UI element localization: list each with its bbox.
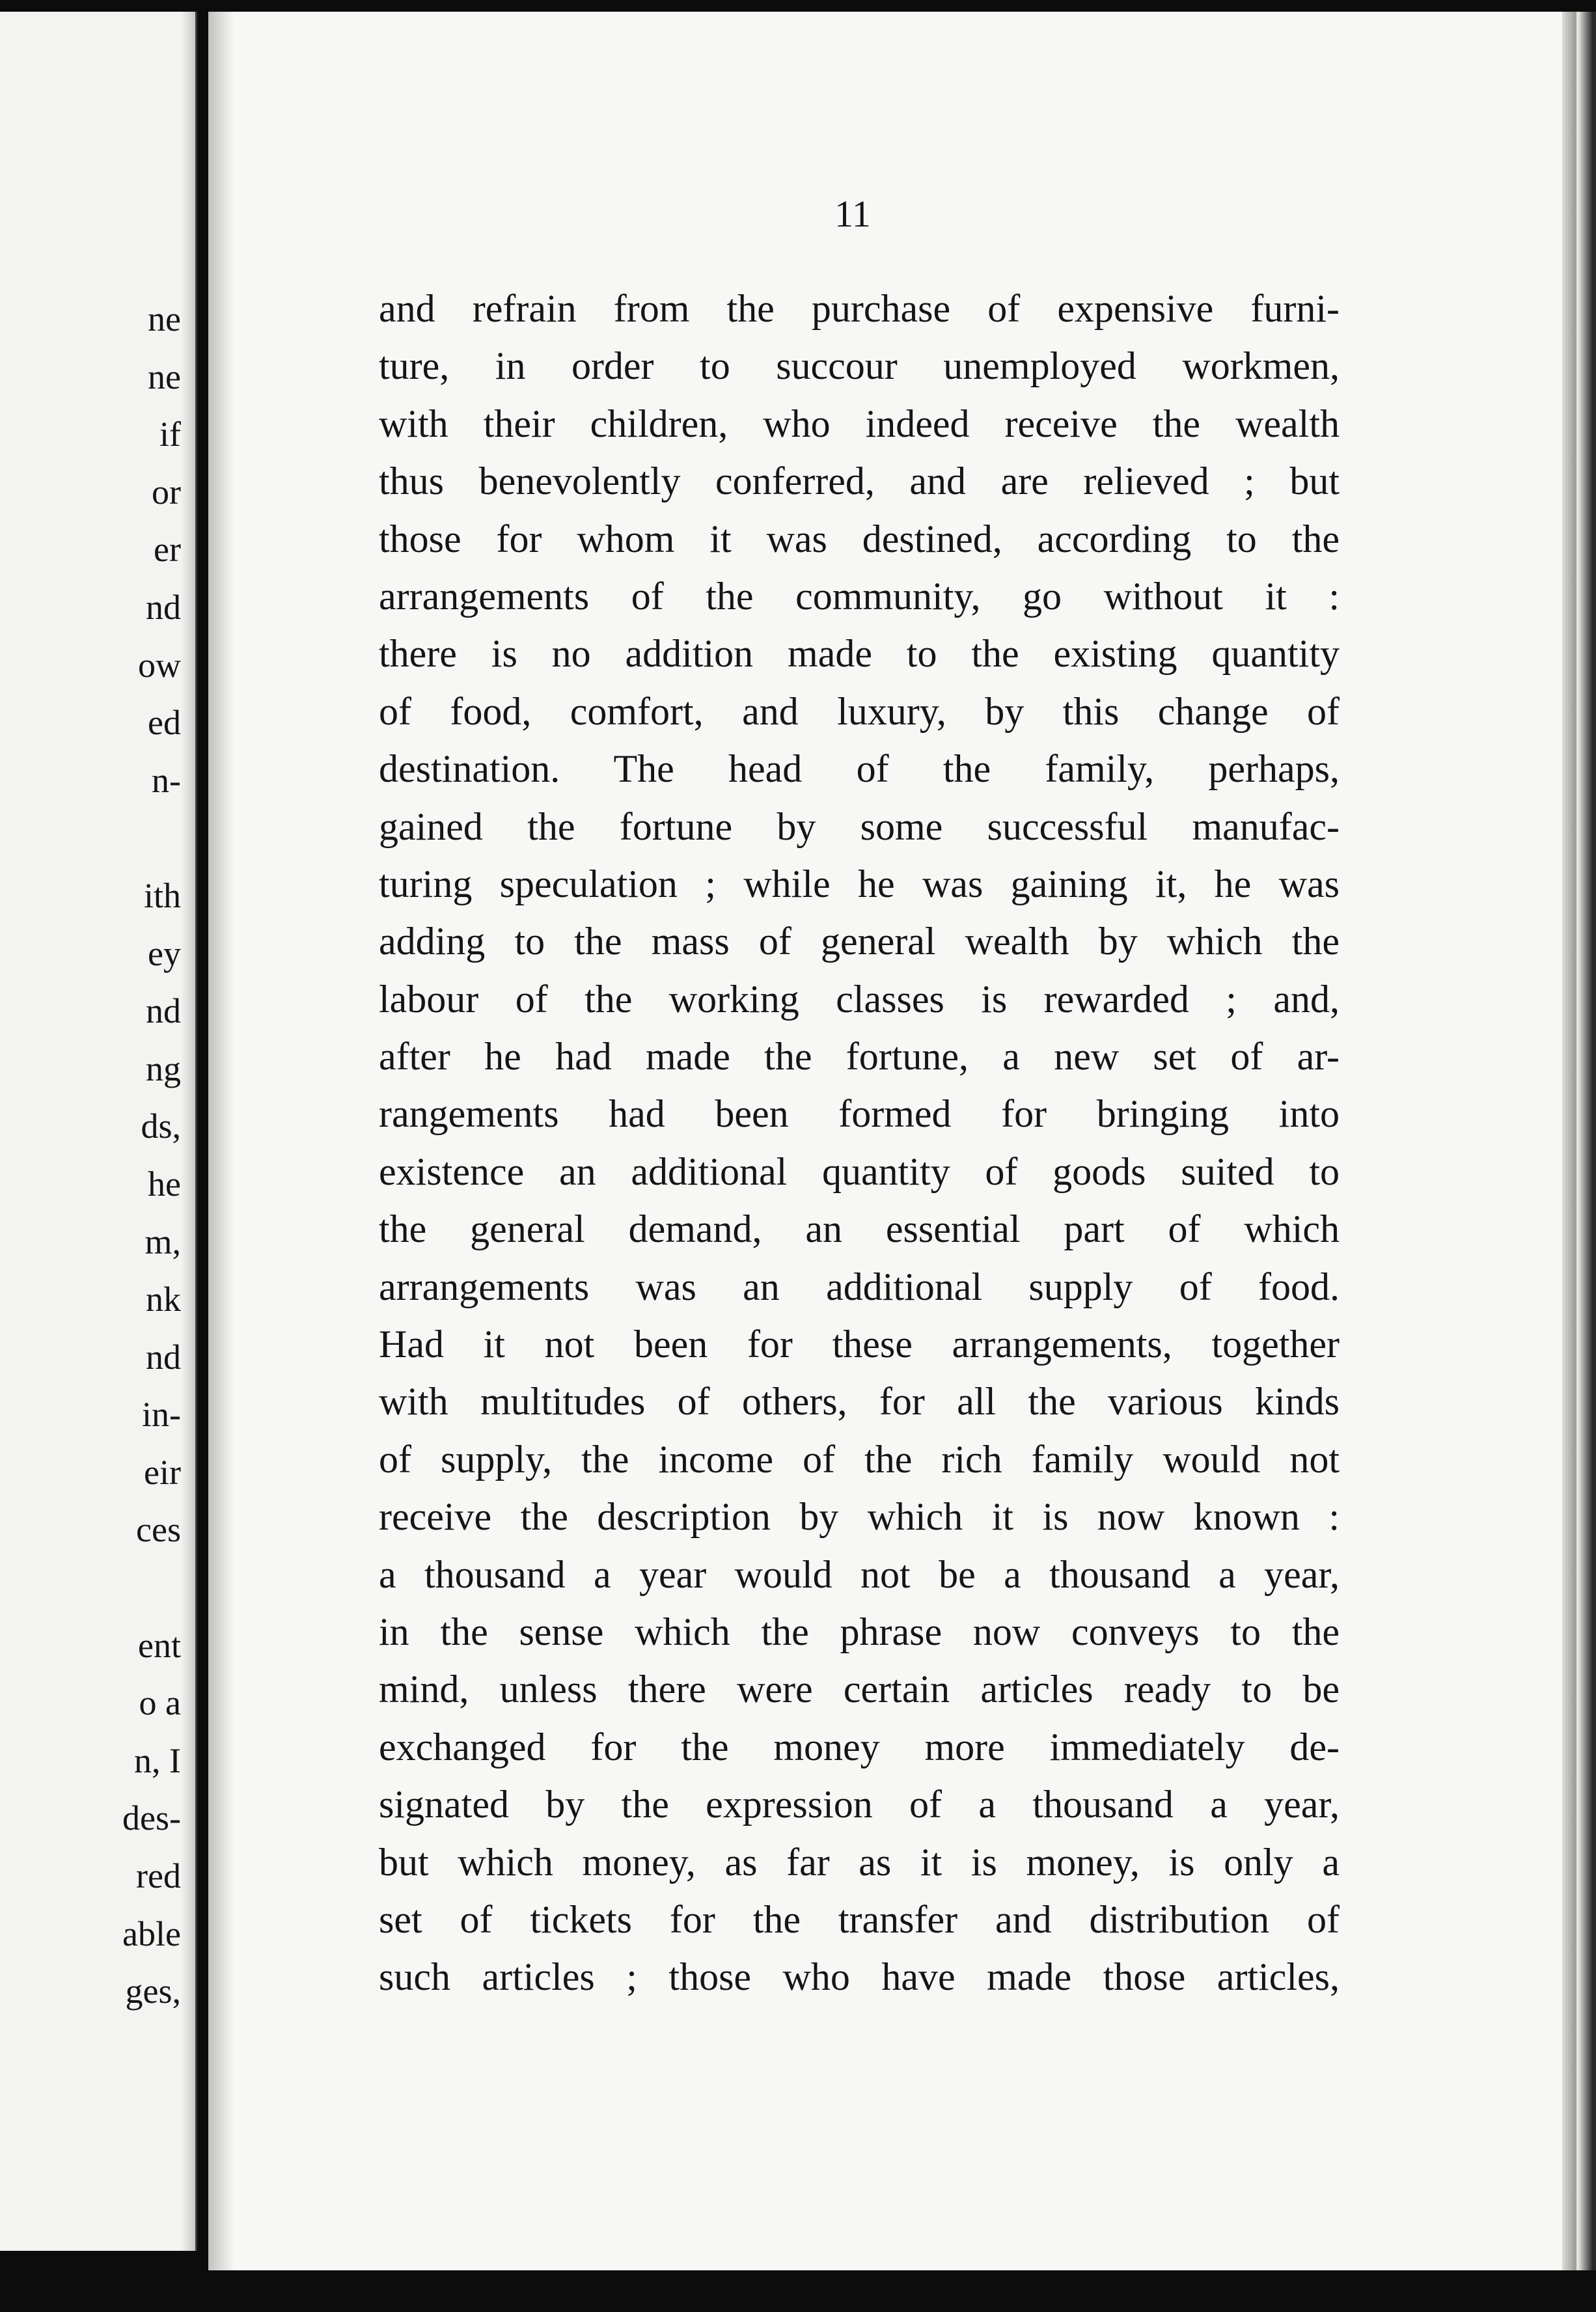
text-line: arrangements was an additional supply of food. bbox=[379, 1265, 1340, 1308]
left-fragment-line: ith bbox=[143, 875, 181, 915]
left-fragment-line: ed bbox=[148, 703, 181, 743]
left-page bbox=[0, 12, 197, 2251]
text-line: receive the description by which it is now known : bbox=[379, 1495, 1340, 1539]
left-fragment-line: o a bbox=[139, 1683, 181, 1723]
page-edge bbox=[1562, 12, 1596, 2270]
text-line: set of tickets for the transfer and distribution of bbox=[379, 1897, 1340, 1941]
left-fragment-line: in- bbox=[142, 1395, 181, 1435]
left-fragment-line: ds, bbox=[141, 1107, 181, 1146]
left-fragment-line: er bbox=[154, 530, 181, 570]
text-line: with multitudes of others, for all the various kinds bbox=[379, 1380, 1340, 1424]
left-fragment-line: ces bbox=[136, 1510, 181, 1550]
page-number: 11 bbox=[834, 193, 871, 235]
left-fragment-line: ne bbox=[148, 357, 181, 396]
text-line: those for whom it was destined, according to the bbox=[379, 517, 1340, 560]
text-line: labour of the working classes is rewarded ; and, bbox=[379, 977, 1340, 1021]
text-line: a thousand a year would not be a thousand a year, bbox=[379, 1552, 1340, 1596]
left-fragment-gap bbox=[122, 1559, 181, 1617]
left-fragment-line: ges, bbox=[125, 1972, 181, 2011]
text-line: of food, comfort, and luxury, by this change of bbox=[379, 689, 1340, 733]
text-line: the general demand, an essential part of which bbox=[379, 1207, 1340, 1251]
text-line: adding to the mass of general wealth by which the bbox=[379, 920, 1340, 963]
text-line: turing speculation ; while he was gaining it, he was bbox=[379, 862, 1340, 905]
text-line: after he had made the fortune, a new set of ar- bbox=[379, 1035, 1340, 1079]
left-fragment-line: eir bbox=[144, 1452, 181, 1492]
left-fragment-line: n- bbox=[152, 760, 181, 800]
text-line: gained the fortune by some successful manufac- bbox=[379, 805, 1340, 848]
gutter-shadow bbox=[181, 12, 195, 2251]
left-fragment-line: ne bbox=[148, 299, 181, 338]
text-line: thus benevolently conferred, and are relieved ; but bbox=[379, 460, 1340, 503]
text-line: signated by the expression of a thousand a year, bbox=[379, 1783, 1340, 1826]
left-fragment-line: ow bbox=[138, 645, 181, 685]
text-line: arrangements of the community, go without it : bbox=[379, 574, 1340, 618]
spine-shadow bbox=[208, 12, 234, 2270]
left-fragment-line: nk bbox=[146, 1280, 181, 1319]
text-line: Had it not been for these arrangements, together bbox=[379, 1323, 1340, 1366]
left-fragment-line: n, I bbox=[134, 1741, 181, 1780]
text-line: with their children, who indeed receive the wealth bbox=[379, 402, 1340, 445]
text-line: but which money, as far as it is money, is only a bbox=[379, 1840, 1340, 1884]
left-fragment-line: ng bbox=[146, 1049, 181, 1088]
left-fragment-line: if bbox=[159, 415, 181, 454]
left-fragment-gap bbox=[122, 809, 181, 867]
left-page-fragments bbox=[122, 290, 181, 2020]
left-fragment-line: m, bbox=[144, 1222, 181, 1261]
left-fragment-line: nd bbox=[146, 1337, 181, 1377]
text-line: mind, unless there were certain articles ready to be bbox=[379, 1668, 1340, 1711]
left-fragment-line: or bbox=[152, 472, 181, 512]
left-fragment-line: able bbox=[122, 1914, 181, 1953]
left-fragment-line: red bbox=[136, 1856, 181, 1896]
left-fragment-line: nd bbox=[146, 991, 181, 1031]
text-line: exchanged for the money more immediately de- bbox=[379, 1725, 1340, 1768]
text-line: ture, in order to succour unemployed workmen, bbox=[379, 344, 1340, 388]
left-fragment-line: he bbox=[148, 1164, 181, 1204]
text-line: destination. The head of the family, perhaps, bbox=[379, 747, 1340, 791]
text-line: of supply, the income of the rich family would not bbox=[379, 1437, 1340, 1481]
left-fragment-line: ey bbox=[148, 933, 181, 973]
left-fragment-line: nd bbox=[146, 587, 181, 627]
text-line: rangements had been formed for bringing into bbox=[379, 1092, 1340, 1136]
text-line: such articles ; those who have made those articles, bbox=[379, 1955, 1340, 1999]
left-fragment-line: des- bbox=[122, 1798, 181, 1838]
text-line: and refrain from the purchase of expensive furni- bbox=[379, 287, 1340, 330]
left-fragment-line: ent bbox=[138, 1625, 181, 1665]
text-line: in the sense which the phrase now conveys to the bbox=[379, 1610, 1340, 1653]
text-line: existence an additional quantity of goods suited to bbox=[379, 1149, 1340, 1193]
text-line: there is no addition made to the existing quantity bbox=[379, 632, 1340, 676]
body-text bbox=[379, 280, 1340, 2006]
